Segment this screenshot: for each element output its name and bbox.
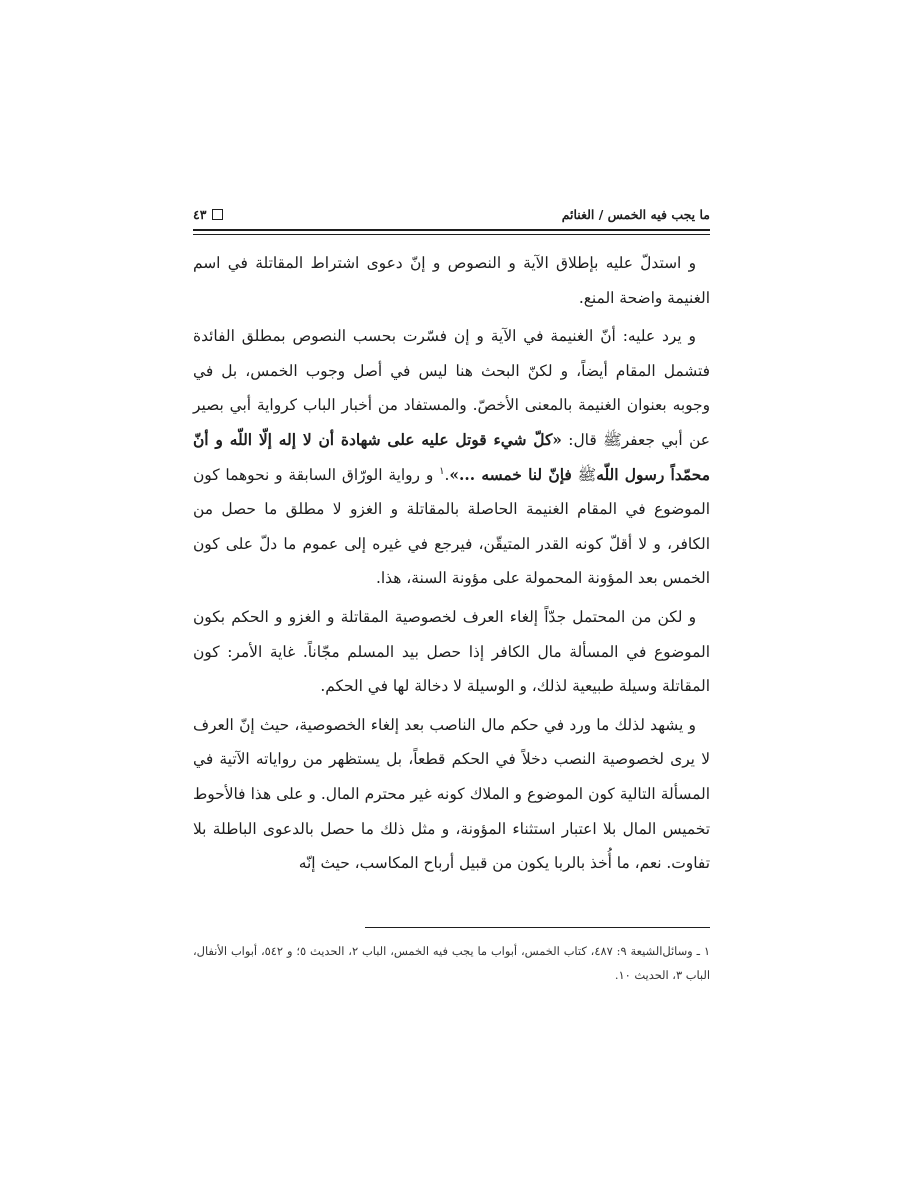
footnote-text: ١ ـ وسائل‌الشيعة ٩: ٤٨٧، كتاب الخمس، أبواب ما يجب فيه الخمس، الباب ٢، الحديث ٥؛ و ٥٤٢، أبواب الأنفال، الباب ٣، الحديث ١٠. — [193, 944, 710, 982]
footnote-divider — [365, 927, 710, 928]
running-header — [193, 203, 710, 225]
paragraph-2-said: قال: — [568, 430, 597, 449]
paragraph-4: و يشهد لذلك ما ورد في حكم مال الناصب بعد إلغاء الخصوصية، حيث إنّ العرف لا يرى لخصوصية النصب دخلاً في الحكم قطعاً، بل يستظهر من رواياته الآتية في المسألة التالية كون الموضوع و الملاك كونه غير محترم المال. و على هذا فالأحوط تخميس المال بلا اعتبار استثناء المؤونة، و مثل ذلك ما حصل بالدعوى الباطلة بلا تفاوت. نعم، ما أُخذ بالربا يكون من قبيل أرباح المكاسب، حيث إنّه — [193, 715, 710, 873]
body-text — [193, 246, 710, 885]
paragraph-2-intro: و يرد عليه: أنّ الغنيمة في الآية و إن فسّرت بحسب النصوص بمطلق الفائدة فتشمل المقام أيضاً، و لكنّ البحث هنا ليس في أصل وجوب الخمس، بل في وجوبه بعنوان الغنيمة بالمعنى الأخصّ. والمستفاد من أخبار الباب كرواية أبي بصير عن أبي جعفر — [193, 327, 710, 449]
page-number: ٤٣ — [193, 206, 207, 222]
paragraph-2-rest: و رواية الورّاق السابقة و نحوهما كون الموضوع في المقام الغنيمة الحاصلة بالمقاتلة و الغزو لا مطلق ما حصل من الكافر، و لا أقلّ كونه القدر المتيقّن، فيرجع في غيره إلى عموم ما دلّ على كون الخمس بعد المؤونة المحمولة على مؤونة السنة، هذا. — [193, 465, 710, 588]
paragraph-3: و لكن من المحتمل جدّاً إلغاء العرف لخصوصية المقاتلة و الغزو و الحكم بكون الموضوع في المسألة مال الكافر إذا حصل بيد المسلم مجّاناً. غاية الأمر: كون المقاتلة وسيلة طبيعية لذلك، و الوسيلة لا دخالة لها في الحكم. — [193, 607, 710, 696]
page-number-group — [193, 207, 223, 222]
paragraph-1: و استدلّ عليه بإطلاق الآية و النصوص و إنّ دعوى اشتراط المقاتلة في اسم الغنيمة واضحة المنع. — [193, 254, 710, 307]
honorific-symbol: ﷺ — [603, 430, 622, 449]
square-icon — [212, 209, 223, 220]
hadith-quote-end: فإنّ لنا خمسه ...» — [449, 465, 572, 484]
paragraph-2: و يرد عليه: أنّ الغنيمة في الآية و إن فسّرت بحسب النصوص بمطلق الفائدة فتشمل المقام أيضاً، و لكنّ البحث هنا ليس في أصل وجوب الخمس، بل في وجوبه بعنوان الغنيمة بالمعنى الأخصّ. والمستفاد من أخبار الباب كرواية أبي بصير عن أبي جعفرﷺ قال: «كلّ شيء قوتل عليه على شهادة أن لا إله إلّا اللّه و أنّ محمّداً رسول اللّهﷺ فإنّ لنا خمسه ...».$^١$ و رواية الورّاق السابقة و نحوهما كون الموضوع في المقام الغنيمة الحاصلة بالمقاتلة و الغزو لا مطلق ما حصل من الكافر، و لا أقلّ كونه القدر المتيقّن، فيرجع في غيره إلى عموم ما دلّ على كون الخمس بعد المؤونة المحمولة على مؤونة السنة، هذا. — [193, 327, 710, 588]
honorific-symbol: ﷺ — [577, 465, 597, 484]
header-title: ما يجب فيه الخمس / الغنائم — [561, 206, 710, 222]
footnote — [193, 939, 710, 987]
hadith-quote-start: «كلّ شيء قوتل عليه على شهادة أن لا إله إلّا اللّه و أنّ محمّداً رسول اللّه — [193, 430, 710, 484]
header-rule-thick — [193, 229, 710, 231]
footnote-reference[interactable]: ١ — [439, 465, 445, 477]
header-rule-thin — [193, 234, 710, 235]
